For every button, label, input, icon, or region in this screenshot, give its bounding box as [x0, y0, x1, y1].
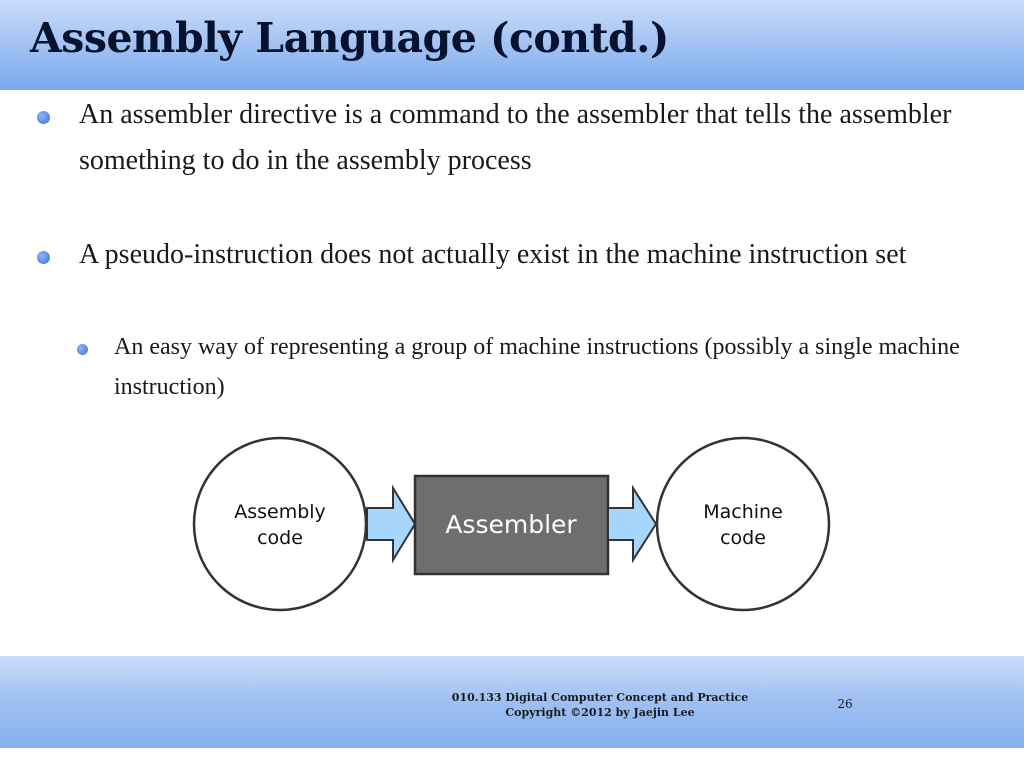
assembler-diagram — [190, 436, 840, 616]
bullet-text: A pseudo-instruction does not actually exist in the machine instruction set — [79, 239, 907, 270]
assembly-code-label-line1: Assembly — [234, 501, 326, 523]
input-arrow-icon — [367, 488, 415, 560]
footer-course: 010.133 Digital Computer Concept and Practice — [451, 691, 749, 704]
machine-code-label-line2: code — [720, 527, 766, 549]
title-bar — [0, 0, 1024, 90]
sub-bullet-item — [114, 327, 1004, 407]
assembly-code-label-line2: code — [257, 527, 303, 549]
assembler-box — [415, 476, 608, 574]
footer-copyright: Copyright ©2012 by Jaejin Lee — [505, 706, 695, 719]
output-arrow-icon — [608, 488, 656, 560]
bullet-text: An assembler directive is a command to the assembler that tells the assembler something to do in the assembly process — [79, 99, 952, 176]
bullet-dot-icon — [37, 251, 50, 264]
slide-title: Assembly Language (contd.) — [30, 14, 669, 62]
machine-code-node — [657, 438, 829, 610]
bullet-item — [79, 232, 1004, 278]
bullet-dot-icon — [37, 111, 50, 124]
sub-bullet-dot-icon — [77, 344, 88, 355]
assembler-label: Assembler — [445, 510, 577, 539]
sub-bullet-text: An easy way of representing a group of machine instructions (possibly a single machine instruction) — [114, 334, 960, 400]
bullet-item — [79, 92, 1004, 184]
machine-code-label-line1: Machine — [703, 501, 783, 523]
assembly-code-node — [194, 438, 366, 610]
footer-text — [400, 690, 800, 720]
page-number: 26 — [837, 697, 853, 711]
